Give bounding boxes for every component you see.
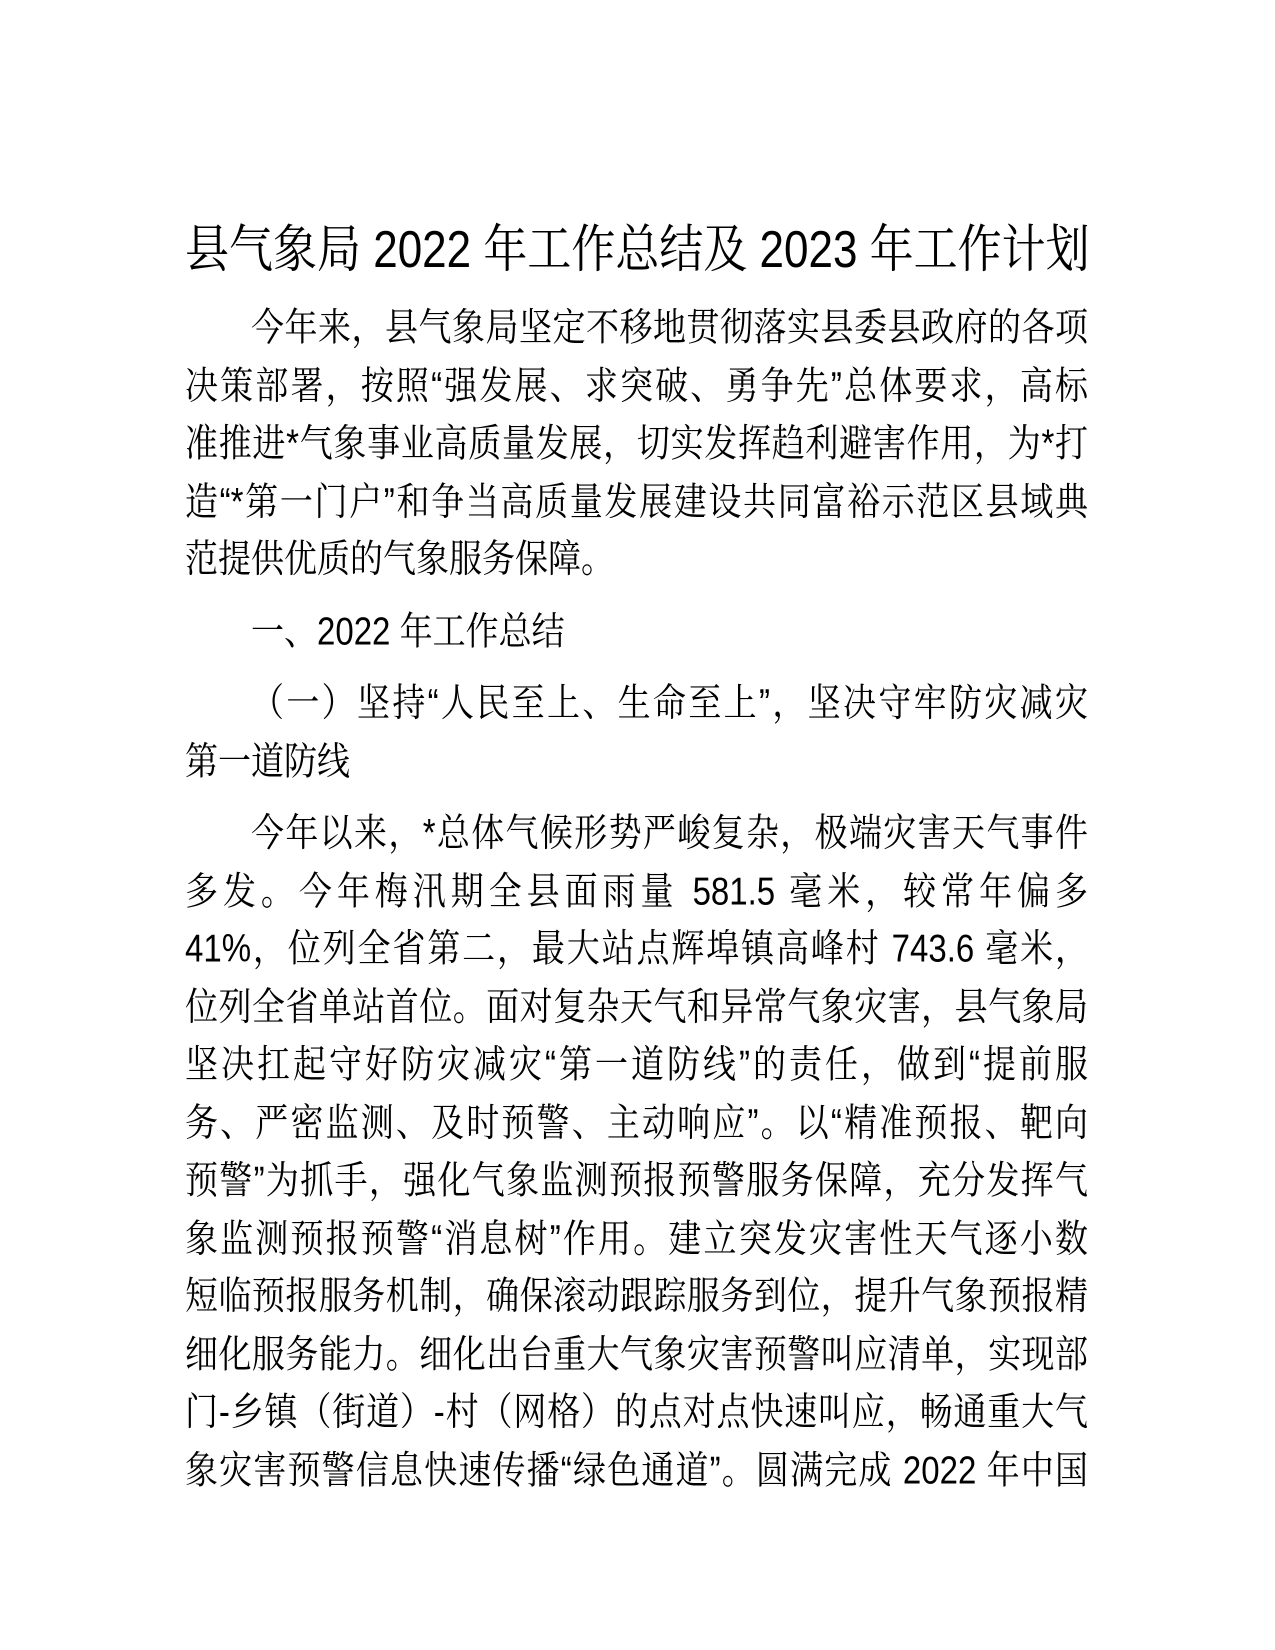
text-line: 务、严密监测、及时预警、主动响应”。以“精准预报、靶向: [185, 1100, 1088, 1144]
document-content: [185, 0, 1088, 1513]
text-line: 范提供优质的气象服务保障。: [185, 537, 614, 581]
text-line: 位列全省单站首位。面对复杂天气和异常气象灾害，县气象局: [185, 984, 1088, 1028]
text-line: 造“*第一门户”和争当高质量发展建设共同富裕示范区县域典: [185, 479, 1088, 523]
text-line: 预警”为抓手，强化气象监测预报预警服务保障，充分发挥气: [185, 1158, 1088, 1202]
document-title: 县气象局 2022 年工作总结及 2023 年工作计划: [185, 221, 1090, 279]
text-line: 多发。今年梅汛期全县面雨量 581.5 毫米，较常年偏多: [185, 868, 1088, 913]
text-line: 今年以来，*总体气候形势严峻复杂，极端灾害天气事件: [251, 810, 1088, 855]
paragraph: [185, 804, 1088, 1499]
text-line: 准推进*气象事业高质量发展，切实发挥趋利避害作用，为*打: [185, 421, 1088, 465]
text-line: 决策部署，按照“强发展、求突破、勇争先”总体要求，高标: [185, 363, 1088, 407]
text-line: 第一道防线: [185, 738, 350, 783]
section-heading: [185, 602, 1088, 660]
text-line: 41%，位列全省第二，最大站点辉埠镇高峰村 743.6 毫米，: [185, 926, 1088, 970]
document-body: [185, 298, 1088, 1498]
text-line: 今年来，县气象局坚定不移地贯彻落实县委县政府的各项: [251, 305, 1088, 349]
text-line: 细化服务能力。细化出台重大气象灾害预警叫应清单，实现部: [185, 1332, 1088, 1376]
text-line: 门-乡镇（街道）-村（网格）的点对点快速叫应，畅通重大气: [185, 1389, 1088, 1434]
subsection-heading: [185, 674, 1088, 790]
text-line: （一）坚持“人民至上、生命至上”，坚决守牢防灾减灾: [251, 680, 1088, 725]
text-line: 一、2022 年工作总结: [251, 608, 565, 653]
paragraph: [185, 298, 1088, 588]
text-line: 短临预报服务机制，确保滚动跟踪服务到位，提升气象预报精: [185, 1274, 1088, 1318]
text-line: 象监测预报预警“消息树”作用。建立突发灾害性天气逐小数: [185, 1216, 1088, 1260]
text-line: 坚决扛起守好防灾减灾“第一道防线”的责任，做到“提前服: [185, 1042, 1088, 1086]
text-line: 象灾害预警信息快速传播“绿色通道”。圆满完成 2022 年中国: [185, 1447, 1088, 1492]
